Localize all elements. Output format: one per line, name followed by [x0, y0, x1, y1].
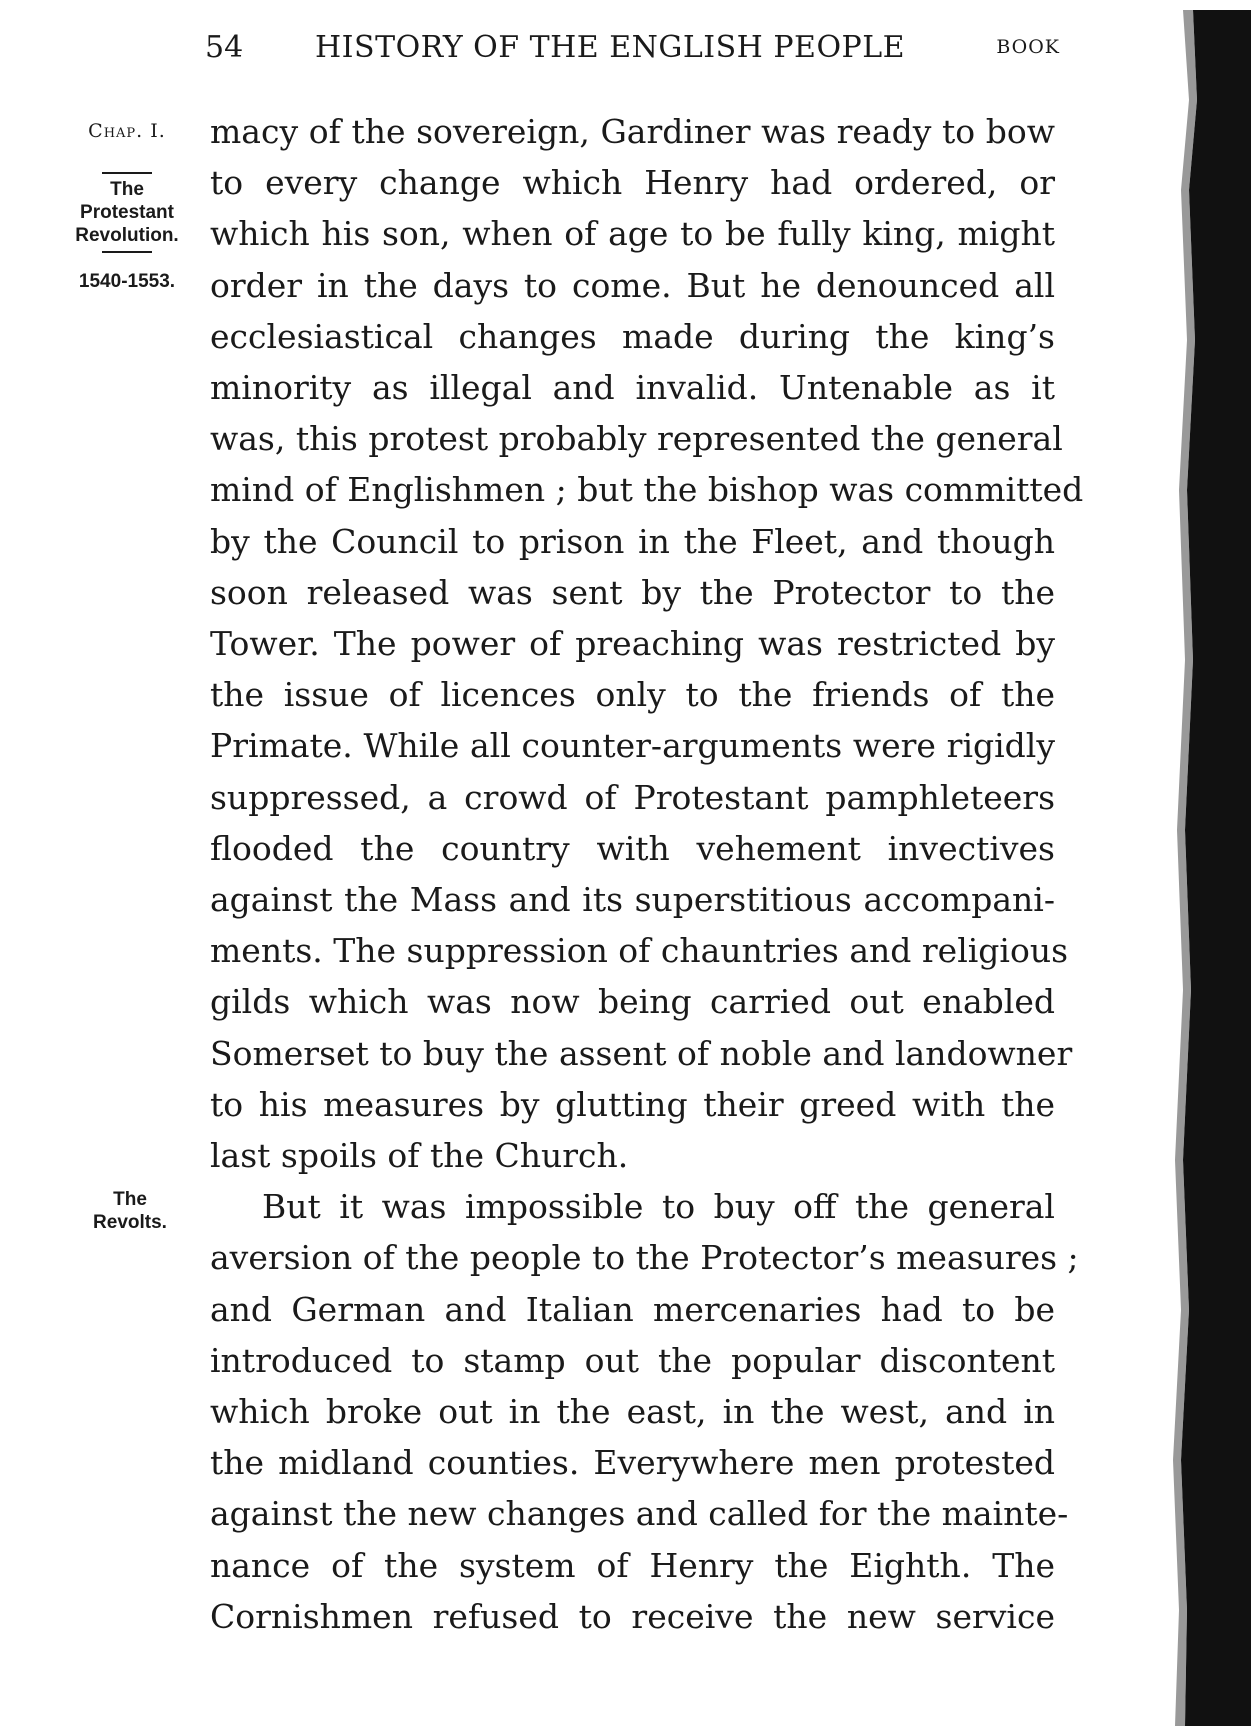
text-line: ecclesiastical changes made during the king’s	[210, 316, 1055, 356]
text-line: Tower. The power of preaching was restricted by	[210, 624, 1055, 664]
book-binding-shadow	[1123, 10, 1251, 1726]
sidenote-rule	[102, 172, 152, 174]
text-line: introduced to stamp out the popular discontent	[210, 1340, 1055, 1380]
text-line: last spoils of the Church.	[210, 1136, 629, 1176]
text-line: ments. The suppression of chauntries and religious	[210, 931, 1069, 971]
section-title-line-3: Revolution.	[75, 225, 179, 246]
section-title-line-1: The	[110, 179, 144, 200]
text-line: macy of the sovereign, Gardiner was ready to bow	[210, 112, 1055, 151]
text-line: nance of the system of Henry the Eighth. The	[210, 1545, 1055, 1585]
body-text	[210, 106, 1084, 1642]
text-line: which his son, when of age to be fully king, might	[210, 214, 1055, 254]
text-line: and German and Italian mercenaries had to be	[210, 1289, 1055, 1329]
revolts-line-2: Revolts.	[93, 1212, 167, 1233]
text-line: against the new changes and called for the mainte-	[210, 1494, 1069, 1534]
text-line: minority as illegal and invalid. Untenable as it	[210, 368, 1055, 408]
text-line: gilds which was now being carried out enabled	[210, 982, 1055, 1022]
text-line: flooded the country with vehement invectives	[210, 828, 1055, 868]
text-line: Somerset to buy the assent of noble and landowner	[210, 1033, 1073, 1073]
text-line: to his measures by glutting their greed with the	[210, 1084, 1055, 1124]
running-title: HISTORY OF THE ENGLISH PEOPLE	[315, 30, 906, 65]
text-line: was, this protest probably represented the general	[210, 419, 1063, 459]
text-line: soon released was sent by the Protector to the	[210, 572, 1055, 612]
sidenote-dates	[56, 270, 198, 293]
text-line: order in the days to come. But he denounced all	[210, 265, 1055, 305]
text-line: which broke out in the east, in the west, and in	[210, 1392, 1055, 1432]
revolts-line-1: The	[113, 1189, 147, 1210]
text-line: the issue of licences only to the friends of the	[210, 675, 1055, 715]
text-line: to every change which Henry had ordered, or	[210, 163, 1055, 203]
text-line: by the Council to prison in the Fleet, and though	[210, 521, 1055, 561]
text-line: aversion of the people to the Protector’s measures ;	[210, 1238, 1079, 1278]
page-number: 54	[205, 30, 244, 65]
text-line: against the Mass and its superstitious accompani-	[210, 880, 1055, 920]
text-line: mind of Englishmen ; but the bishop was committed	[210, 470, 1084, 510]
sidenote-rule	[102, 251, 152, 253]
sidenote-chapter	[62, 120, 192, 143]
book-label: BOOK	[996, 36, 1060, 58]
text-line: suppressed, a crowd of Protestant pamphleteers	[210, 777, 1055, 817]
sidenote-section-title	[56, 168, 198, 257]
running-header	[205, 30, 1060, 74]
text-line: Primate. While all counter-arguments were rigidly	[210, 726, 1055, 766]
chapter-label: Chap. I.	[88, 120, 166, 142]
text-line: Cornishmen refused to receive the new service	[210, 1596, 1055, 1636]
text-line: But it was impossible to buy off the general	[262, 1187, 1055, 1227]
paragraph-2	[210, 1181, 1079, 1642]
text-line: the midland counties. Everywhere men protested	[210, 1443, 1055, 1483]
section-title-line-2: Protestant	[80, 202, 174, 223]
paragraph-1	[210, 106, 1084, 1181]
date-range: 1540-1553.	[78, 271, 176, 292]
sidenote-revolts	[80, 1188, 180, 1234]
